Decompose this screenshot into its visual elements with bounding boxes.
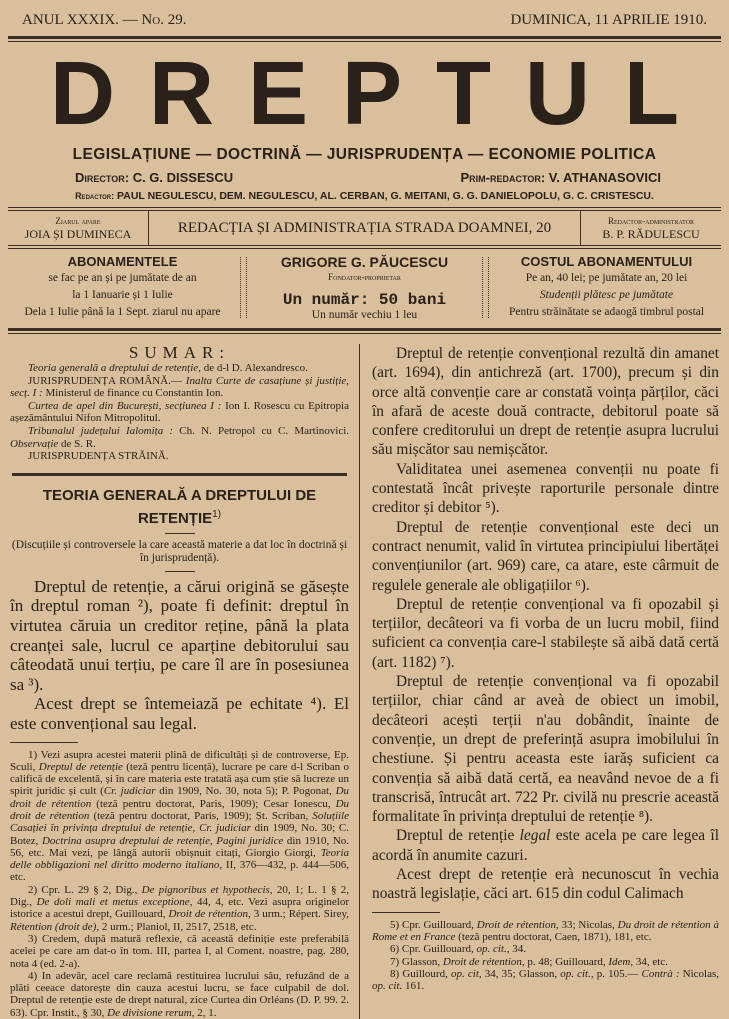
text: (teză pentru doctorat, Paris, 1909); Șt. Scriban, [89,810,312,822]
italic-text: Observație [10,438,58,450]
text: , 34, etc. [630,956,668,968]
paragraph [372,968,719,993]
italic-text: Droit de rétention [477,919,556,931]
text: , 34. [507,943,526,955]
italic-text: Droit de rétention [168,908,248,920]
text: , 2, 1. [192,1007,217,1019]
italic-text: op. cit. [372,980,402,992]
italic-text: op. cit [451,968,479,980]
italic-text: De doli mali et metus exceptione [37,896,190,908]
italic-text: Cr. judiciar [104,785,156,797]
text: (teză pentru licență), lucrare pe care d-l Scriban o califică de excelentă, și în care materia este tratată așa cum știe să lucreze un spirit juridic și cult ( [10,761,349,798]
text: 2) Cpr. L. 29 § 2, Dig., [28,884,142,896]
prim-redactor-line [461,168,662,188]
text: Nicolas, [680,968,720,980]
info-row [8,211,721,245]
newspaper-title: DREPTUL [42,44,721,144]
text: Dreptul de retenție convențional va fi opozabil și terțiilor, decâteori va fi vorba de un lucru mobil, fiind suficient ca convenția care-l stabilește să aibă dată certă (art. 1182) ⁷). [372,596,719,671]
article-title-text: TEORIA GENERALĂ A DREPTULUI DE RETENȚIE [43,487,316,527]
newspaper-subtitle: LEGISLAȚIUNE — DOCTRINĂ — JURISPRUDENȚA — ECONOMIE POLITICA [8,144,721,166]
paragraph [372,956,719,968]
paragraph [372,595,719,672]
text: 3) Credem, după matură reflexie, că această definiție este preferabilă acelei pe care am dat-o în tom. III, partea I, al Coment. noastre, pag. 280, nota 4 (ed. 2-a). [10,933,349,970]
italic-text: Du droit de rétention [10,785,349,809]
italic-text: Du droit de rétention [10,798,349,822]
italic-text: Tribunalul județului Ialomița : [28,425,173,437]
footnote-divider [372,912,440,913]
text: Ministerul de finance cu Constantin Ion. [43,387,224,399]
founder-block [250,253,479,322]
redactors-line [8,188,721,204]
footnote-divider [10,742,78,743]
paragraph [372,943,719,955]
paragraph [372,919,719,944]
cost-line: Pentru străinătate se adaogă timbrul postal [492,304,721,321]
divider [165,571,195,572]
ornament-rule [482,257,489,318]
text: Dreptul de retenție, a cărui origină se găsește în dreptul roman ²), poate fi definit: dreptul în virtutea căruia un creditor reține, până la plata creanței sale, lucrul ce aparține debitorului sau câteodată unui terțiu, pe care îl are în posesiunea sa ³). [10,577,349,694]
paragraph [10,577,349,695]
paragraph [10,425,349,450]
article-title [10,486,349,528]
footnotes-right [372,919,719,993]
text: Dreptul de retenție [396,827,520,844]
italic-text: Dreptul de retenție [39,761,123,773]
issue-date: DUMINICA, 11 APRILIE 1910. [510,10,707,30]
director-label: Director: [75,170,129,185]
redactor-names: PAUL NEGULESCU, DEM. NEGULESCU, AL. CERBAN, G. MEITANI, G. G. DANIELOPOLU, G. C. CRISTESCU. [117,190,654,202]
italic-text: Inalta Curte de casațiune și justiție, secț. I : [10,375,349,400]
divider [8,36,721,42]
paragraph [372,460,719,518]
italic-text: De divisione rerum [107,1007,192,1019]
year-issue: ANUL XXXIX. — No. 29. [22,10,186,30]
paragraph [10,362,349,375]
issue-price: Un număr: 50 bani [250,291,479,309]
paragraph [372,672,719,826]
appears-label: Ziarul apare [8,215,148,228]
text: 4) In adevăr, acel care reclamă restituirea lucrului său, refuzând de a plăti ceeace datorește din cauza acestui lucru, se face culpabil de dol. Dreptul de retenție este de drept natural, zice Curtea din Orléans (D. P. 99. 2. 63). Cpr. Instit., § 30, [10,970,349,1019]
director-line [75,168,233,188]
paragraph [372,518,719,595]
staff-line [8,168,721,188]
admin-name: B. P. RĂDULESCU [581,228,721,241]
text: este acela pe care legea îl acordă în anumite cazuri. [372,827,719,863]
founder-label: Fondator-proprietar [250,271,479,283]
text: 161. [402,980,424,992]
right-column [359,344,721,1019]
text: , 44, 4, etc. Vezi asupra originelor istorice a acestui drept, Guillouard, [10,896,349,920]
cost-line: Pe an, 40 lei; pe jumătate an, 20 lei [492,270,721,287]
old-issue-price: Un număr vechiu 1 leu [250,309,479,322]
admin-label: Redactor-administrator [581,215,721,228]
text: 8) Guillourd, [390,968,451,980]
sumar-heading: SUMAR: [10,344,349,362]
ornament-rule [240,257,247,318]
top-line [8,10,721,30]
text: Dreptul de retenție convențional va fi opozabil terțiilor, chiar când ar aveà de obiect un imobil, decâteori acești terții n'au dobândit, înainte de convenție, un drept de preferință asupra imobilului în chestiune. Și pentru aceasta este iarăș suficient ca convenția să aibă dată certă, ea neavând nevoe de a fi transcrisă, întrucât art. 722 Pr. civilă nu prescrie această formalitate în privința dreptului de retenție ⁸). [372,673,719,825]
text: 1) Vezi asupra acestei materii plină de dificultăți și de controverse, Ep. Sculi, [10,749,349,773]
text: din 1910, No. 56, etc. Mai vezi, pe lângă autorii obișnuit citați, Giorgio Giorgi, [10,835,349,859]
text: , 2 urm.; Planiol, II, 2517, 2518, etc. [96,921,256,933]
italic-text: Curtea de apel din București, secțiunea I : [28,400,221,412]
paragraph [10,749,349,884]
italic-text: legal [520,827,551,844]
paragraph [10,694,349,733]
italic-text: Teoria generală a dreptului de retenție [28,362,198,374]
text: 7) Glasson, [390,956,443,968]
text: , de d-l D. Alexandresco. [198,362,308,374]
text: Ch. N. Petropol cu C. Martinovici. [173,425,349,437]
subscriptions-line: se fac pe an și pe jumătate de an [8,270,237,287]
text: (teză pentru doctorat, Paris, 1909); Cesar Ionescu, [91,798,335,810]
prim-redactor-label: Prim-redactor: [461,170,546,185]
italic-text: Du droit de rétention à Rome et en France [372,919,719,943]
italic-text: Contrà : [642,968,680,980]
text: Acest drept de retenție erà necunoscut în vechia noastră legislație, căci art. 615 din codul Calimach [372,866,719,902]
text: , 34, 35; Glasson, [479,968,560,980]
text: , 3 urm.; Répert. Sirey, [248,908,349,920]
text: , p. 48; Guillouard, [522,956,608,968]
paragraph [372,826,719,865]
footnote-ref: 1) [212,509,221,520]
paragraph [372,344,719,460]
text: Dreptul de retenție convențional este deci un contract nenumit, valid în virtutea principiului libertăței convențiunilor (art. 969) care, ca atare, este cârmuit de regulele generale ale obligațiilor ⁶). [372,519,719,594]
prim-redactor-name: V. ATHANASOVICI [549,170,661,185]
divider [165,533,195,534]
text: Validitatea unei asemenea convenții nu poate fi contestată încât privește raporturile personale dintre creditor și debitor ⁵). [372,461,719,517]
footnotes-left [10,749,349,1019]
director-name: C. G. DISSESCU [133,170,233,185]
appears-days: JOIA ȘI DUMINECA [8,228,148,241]
appears-block [8,215,148,241]
text: Acest drept se întemeiază pe echitate ⁴). El este convențional sau legal. [10,694,349,733]
text: , II, 376—432, p. 444—506, etc. [10,859,349,883]
subscriptions-row [8,249,721,328]
cost-title: COSTUL ABONAMENTULUI [492,253,721,270]
text: Ion I. Rosescu cu Epitropia așezământului Nifon Mitropolitul. [10,400,349,425]
text: de S. R. [58,438,96,450]
paragraph [372,865,719,904]
paragraph [10,933,349,970]
article-lead: (Discuțiile și controversele la care această materie a dat loc în doctrină și în jurisprudență). [10,539,349,566]
sumar-list [10,362,349,463]
italic-text: Idem [608,956,630,968]
admin-block [581,215,721,241]
subscriptions-title: ABONAMENTELE [8,253,237,270]
newspaper-page [8,0,721,1019]
paragraph [10,970,349,1019]
subscriptions-line: la 1 Ianuarie și 1 Iulie [8,287,237,304]
text: , p. 105.— [591,968,642,980]
text: , 20, 1; L. 1 § 2, Dig., [10,884,349,908]
subscriptions-left [8,253,237,322]
paragraph [10,375,349,400]
redactor-label: Redactor: [75,191,114,201]
paragraph [10,400,349,425]
italic-text: Droit de rétention [443,956,522,968]
article-body-left [10,577,349,734]
text: 5) Cpr. Guillouard, [390,919,477,931]
italic-text: Rétention (droit de) [10,921,96,933]
text: (teză pentru doctorat, Caen, 1871), 181, etc. [455,931,651,943]
text: din 1909, No. 30; C. Botez, [10,822,349,846]
text: Dreptul de retenție convențional rezultă din amanet (art. 1694), din antichreză (art. 1700), precum și din orce altă convenție care ar constată voința părților, căci în afară de aceste două contracte, debitorul poate să confere creditorului un drept de retenție asupra lucrului său mișcător sau nemișcător. [372,345,719,458]
text: din 1909, No. 30, nota 5); P. Pogonat, [156,785,336,797]
italic-text: Soluțiile Casației în privința dreptului de retenție, Cr. judiciar [10,810,349,834]
columns [8,344,721,1019]
text: JURISPRUDENȚA STRĂINĂ. [28,450,169,462]
subscriptions-line: Dela 1 Iulie până la 1 Sept. ziarul nu apare [8,304,237,321]
paragraph [10,884,349,933]
divider [8,328,721,334]
subscriptions-right [492,253,721,322]
founder-name: GRIGORE G. PĂUCESCU [250,253,479,271]
divider [12,473,347,476]
address: REDACȚIA ȘI ADMINISTRAȚIA STRADA DOAMNEI, 20 [148,211,581,245]
text: , 33; Nicolas, [556,919,618,931]
cost-line: Studenții plătesc pe jumătate [492,287,721,304]
article-body-right [372,344,719,904]
italic-text: Doctrina asupra dreptului de retenție, Pagini juridice [42,835,283,847]
italic-text: op. cit. [476,943,506,955]
left-column [8,344,359,1019]
italic-text: Teoria delle obbligazioni nel diritto moderno italiano [10,847,349,871]
paragraph [10,450,349,463]
italic-text: op. cit. [560,968,591,980]
italic-text: De pignoribus et hypothecis [142,884,270,896]
text: JURISPRUDENȚA ROMÂNĂ.— [28,375,186,387]
text: 6) Cpr. Guillouard, [390,943,476,955]
